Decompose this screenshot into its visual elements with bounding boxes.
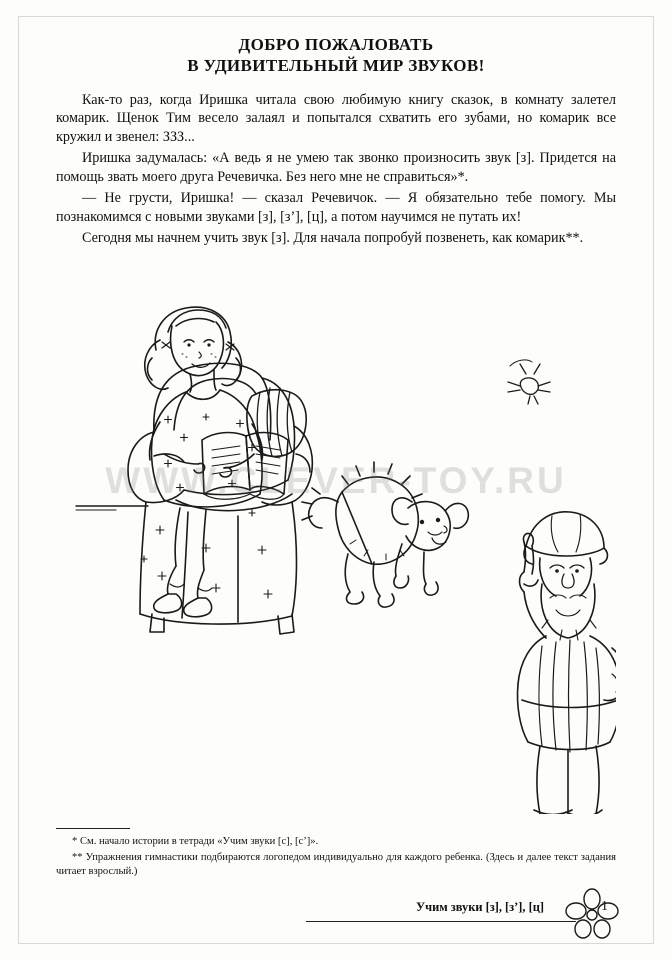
footnote-1: * См. начало истории в тетради «Учим звуки [с], [с’]». [72,836,319,847]
title-line-2: В УДИВИТЕЛЬНЫЙ МИР ЗВУКОВ! [187,56,485,76]
title-line-1: ДОБРО ПОЖАЛОВАТЬ [238,35,434,54]
puppy [302,462,468,607]
page-footer [56,895,616,941]
illustration-drawing [56,254,616,814]
mosquito [508,359,550,403]
footer-rule [306,921,576,922]
watermark: WWW.CLEVER-TOY.RU [105,459,567,501]
paragraph-4: Сегодня мы начнем учить звук [з]. Для начала попробуй позвенеть, как комарик**. [82,229,584,246]
paragraph-3: — Не грусти, Иришка! — сказал Речевичок. — Я обязательно тебе помогу. Мы познакомимся с новыми звуками [з], [з’], [ц], а потом научимся не путать их! [56,189,616,225]
footnotes [56,828,616,880]
open-book [202,432,288,499]
page-title [56,34,616,77]
footnote-rule [56,828,130,829]
page-content [56,34,616,814]
footer-label: Учим звуки [з], [з’], [ц] [416,900,544,914]
illustration [56,254,616,814]
girl-figure [145,307,263,617]
footnote-2: ** Упражнения гимнастики подбираются логопедом индивидуально для каждого ребенка. (Здесь и далее текст задания читает взрослый.) [56,851,616,877]
gnome-figure [506,511,616,813]
page-number: 1 [601,899,608,914]
paragraph-2: Иришка задумалась: «А ведь я не умею так звонко произносить звук [з]. Придется на помощь звать моего друга Речевичка. Без него мне не справиться»*. [56,150,616,185]
paragraph-1: Как-то раз, когда Иришка читала свою любимую книгу сказок, в комнату залетел комарик. Щенок Тим весело залаял и попытался схватить его зубами, но комарик все кружил и звенел: ЗЗЗ... [56,91,616,146]
flower-icon [562,887,622,943]
